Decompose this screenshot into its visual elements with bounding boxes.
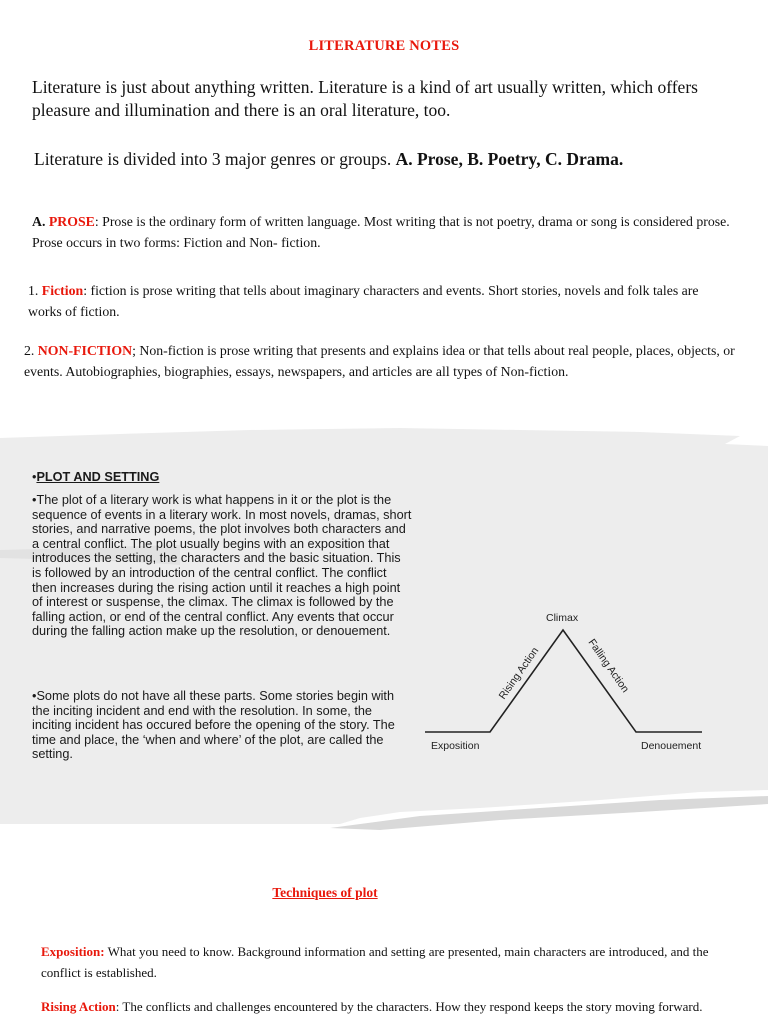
nonfiction-prefix: 2.	[24, 343, 38, 358]
climax-label: Climax	[546, 612, 579, 624]
prose-text: : Prose is the ordinary form of written language. Most writing that is not poetry, drama or song is considered prose. Prose occurs in two forms: Fiction and Non- fiction.	[32, 214, 730, 250]
exposition-label: Exposition	[431, 740, 480, 752]
nonfiction-text: ; Non-fiction is prose writing that presents and explains idea or that tells about real people, places, objects, or events. Autobiographies, biographies, essays, newspapers, and articles are all types of Non-fiction.	[24, 343, 735, 379]
prose-paragraph	[32, 211, 732, 253]
fiction-text: : fiction is prose writing that tells about imaginary characters and events. Short stories, novels and folk tales are works of fiction.	[28, 283, 699, 319]
genres-list: A. Prose, B. Poetry, C. Drama.	[395, 149, 624, 169]
exposition-term: Exposition:	[41, 944, 105, 959]
plot-paragraph-2: •Some plots do not have all these parts. Some stories begin with the inciting incident and end with the resolution. In some, the inciting incident has occured before the opening of the story. The time and place, the ‘when and where’ of the plot, are called the setting.	[32, 689, 395, 762]
nonfiction-paragraph	[24, 340, 736, 382]
prose-prefix: A.	[32, 214, 49, 229]
plot-diagram	[420, 600, 720, 760]
exposition-definition: What you need to know. Background information and setting are presented, main characters are introduced, and the conflict is established.	[41, 944, 709, 980]
fiction-prefix: 1.	[28, 283, 42, 298]
rising-action-term: Rising Action	[41, 999, 116, 1014]
plot-heading-line	[32, 470, 412, 485]
rising-action-paragraph	[41, 996, 741, 1017]
intro-paragraph: Literature is just about anything written. Literature is a kind of art usually written, which offers pleasure and illumination and there is an oral literature, too.	[32, 77, 698, 120]
plot-heading: PLOT AND SETTING	[36, 470, 160, 484]
nonfiction-label: NON-FICTION	[37, 343, 133, 358]
denouement-label: Denouement	[641, 740, 702, 752]
exposition-paragraph	[41, 941, 741, 983]
page-title: LITERATURE NOTES	[308, 38, 460, 54]
techniques-title: Techniques of plot	[272, 885, 378, 900]
fiction-label: Fiction	[41, 283, 84, 298]
rising-action-definition: : The conflicts and challenges encountered by the characters. How they respond keeps the story moving forward.	[115, 999, 703, 1014]
plot-paragraph-1: •The plot of a literary work is what happens in it or the plot is the sequence of events in a literary work. In most novels, dramas, short stories, and narrative poems, the plot involves both characters and a central conflict. The plot usually begins with an exposition that introduces the setting, the characters and the basic situation. This is followed by an introduction of the central conflict. The conflict then increases during the rising action until it reaches a high point of interest or suspense, the climax. The climax is followed by the falling action, or end of the central conflict. Any events that occur during the falling action make up the resolution, or denouement.	[32, 493, 412, 639]
genres-paragraph	[34, 148, 754, 171]
plot-line	[425, 630, 702, 732]
falling-action-label: Falling Action	[585, 636, 632, 695]
plot-bullet: •	[32, 470, 37, 484]
genres-text: Literature is divided into 3 major genres or groups.	[34, 149, 396, 169]
rising-action-label: Rising Action	[496, 645, 542, 702]
fiction-paragraph	[28, 280, 728, 322]
prose-label: PROSE	[48, 214, 95, 229]
